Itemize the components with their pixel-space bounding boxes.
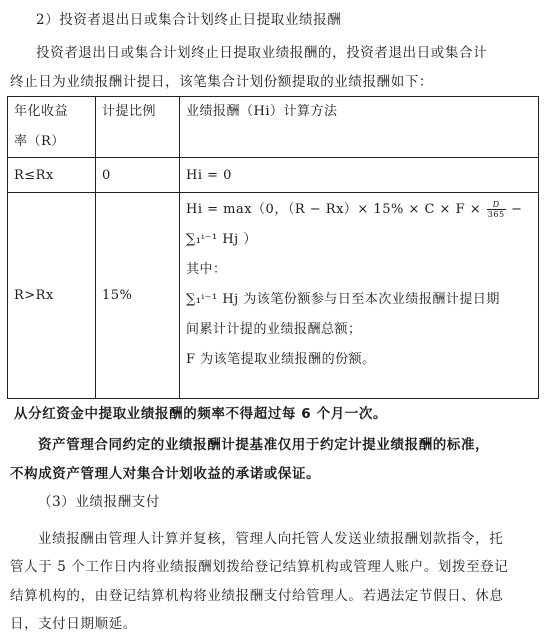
paragraph-line: 业绩报酬由管理人计算并复核，管理人向托管人发送业绩报酬划款指令，托 [38, 531, 504, 547]
bold-statement: 资产管理合同约定的业绩报酬计提基准仅用于约定计提业绩报酬的标准， [38, 437, 490, 453]
table-row [8, 193, 539, 399]
note-line: F 为该笔提取业绩报酬的份额。 [186, 352, 376, 367]
paragraph-line: 结算机构的，由登记结算机构将业绩报酬支付给管理人。若遇法定节假日、休息 [10, 588, 504, 604]
rate-cell [8, 193, 96, 399]
note-where: 其中： [186, 262, 227, 277]
table-row [8, 158, 539, 193]
header-rate-cell [8, 97, 96, 158]
header-method-label: 业绩报酬（Hi）计算方法 [186, 104, 338, 119]
bold-statement: 从分红资金中提取业绩报酬的频率不得超过每 6 个月一次。 [14, 406, 388, 422]
formula-line: Hi = max（0，（R − Rx）× 15% × C × F × $\frac{D}{365}$ − [186, 200, 523, 219]
method-formula: Hi = 0 [186, 167, 232, 183]
header-method-cell [180, 97, 539, 158]
fraction: $\frac{D}{365}$ [487, 200, 505, 219]
paragraph-line: 管人于 5 个工作日内将业绩报酬划拨给登记结算机构或管理人账户。划拨至登记 [10, 559, 509, 575]
ratio-cell [96, 158, 180, 193]
formula-line: ∑₁ⁱ⁻¹ Hj ） [186, 232, 257, 247]
note-line: ∑₁ⁱ⁻¹ Hj 为该笔份额参与日至本次业绩报酬计提日期 [186, 292, 500, 307]
header-rate-label: 年化收益 [14, 104, 69, 119]
rate-cell [8, 158, 96, 193]
header-rate-label: 率（R） [14, 134, 65, 149]
ratio-value: 0 [102, 167, 111, 183]
bold-statement: 不构成资产管理人对集合计划收益的承诺或保证。 [10, 466, 321, 482]
note-line: 间累计计提的业绩报酬总额； [186, 322, 362, 337]
header-ratio-label: 计提比例 [102, 104, 157, 119]
rate-value: R>Rx [14, 288, 54, 303]
method-cell [180, 158, 539, 193]
performance-fee-table [7, 96, 539, 399]
paragraph-line: 日，支付日期顺延。 [10, 616, 137, 632]
paragraph-line: 终止日为业绩报酬计提日，该笔集合计划份额提取的业绩报酬如下： [10, 74, 433, 90]
table-header-row [8, 97, 539, 158]
rate-value: R≤Rx [14, 167, 54, 183]
section-heading-2: 2）投资者退出日或集合计划终止日提取业绩报酬 [36, 12, 342, 28]
ratio-value: 15% [102, 288, 133, 303]
method-cell [180, 193, 539, 399]
ratio-cell [96, 193, 180, 399]
paragraph-line: 投资者退出日或集合计划终止日提取业绩报酬的，投资者退出日或集合计 [36, 45, 488, 61]
header-ratio-cell [96, 97, 180, 158]
section-heading-3: （3）业绩报酬支付 [38, 494, 160, 510]
